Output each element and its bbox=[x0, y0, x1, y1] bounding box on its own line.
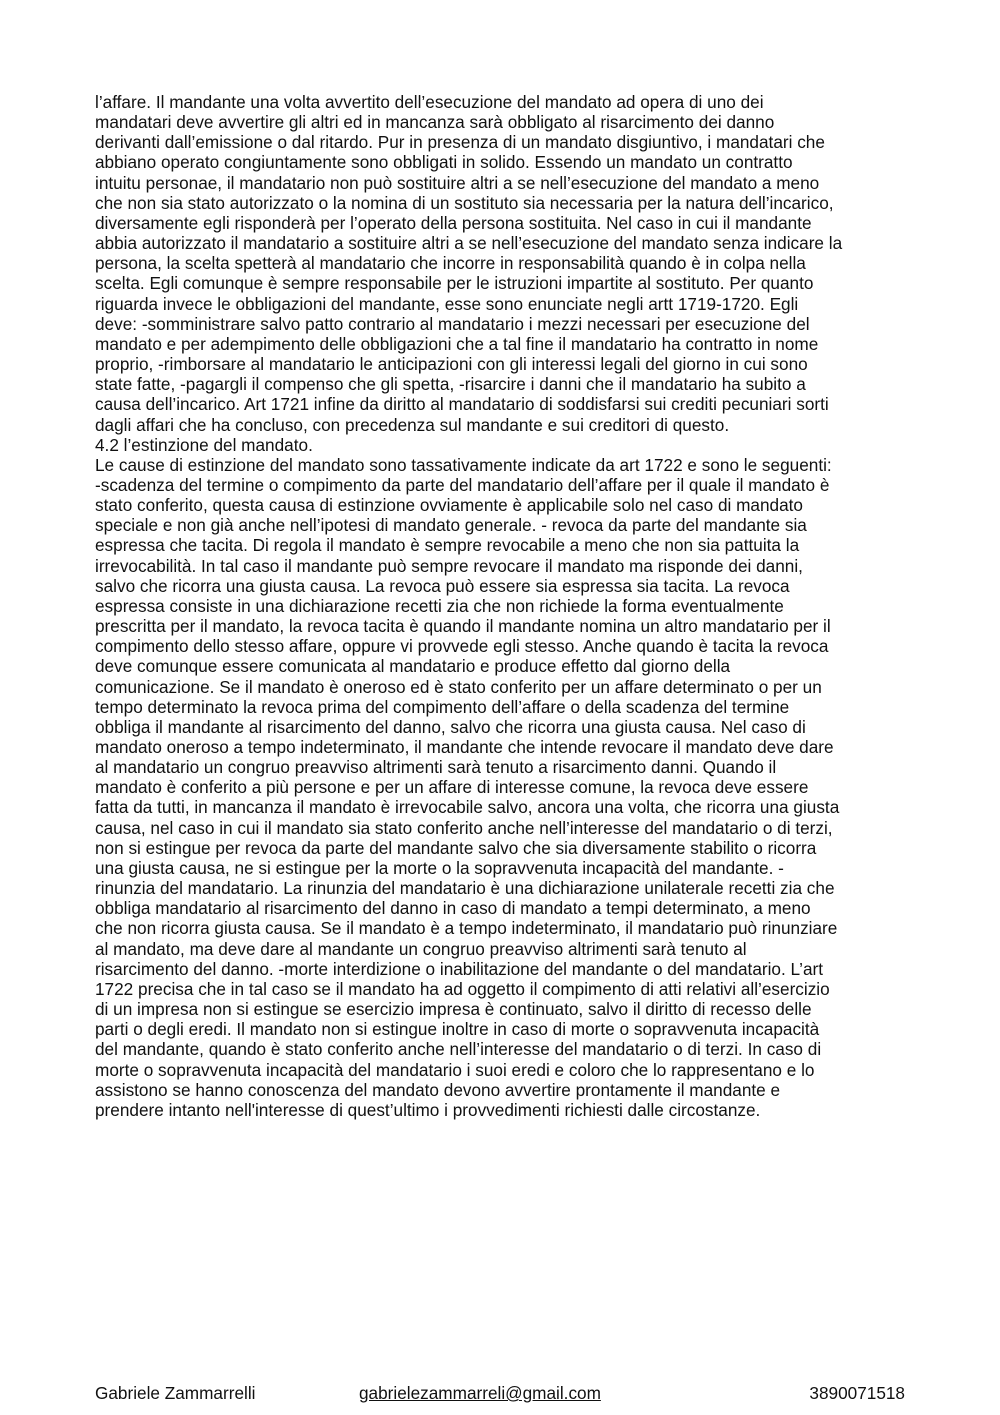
author-phone: 3890071518 bbox=[809, 1383, 905, 1403]
text-line: obbliga il mandante al risarcimento del danno, salvo che ricorra una giusta causa. Nel caso di bbox=[95, 716, 806, 737]
author-name: Gabriele Zammarrelli bbox=[95, 1383, 256, 1403]
document-body bbox=[95, 92, 910, 1120]
text-line: mandato è conferito a più persone e per un affare di interesse comune, la revoca deve essere bbox=[95, 777, 809, 798]
text-line: non si estingue per revoca da parte del mandante salvo che sia diversamente stabilito o ricorra bbox=[95, 837, 817, 858]
text-line: abbia autorizzato il mandatario a sostituire altri a se nell’esecuzione del mandato senza indicare la bbox=[95, 233, 843, 254]
text-line: espressa che tacita. Di regola il mandato è sempre revocabile a meno che non sia pattuita la bbox=[95, 535, 800, 556]
text-line: deve: -somministrare salvo patto contrario al mandatario i mezzi necessari per esecuzione del bbox=[95, 313, 810, 334]
text-line: derivanti dall’emissione o dal ritardo. Pur in presenza di un mandato disgiuntivo, i mandatari che bbox=[95, 132, 825, 153]
text-line: che non sia stato autorizzato o la nomina di un sostituto sia necessaria per la natura dell’incarico, bbox=[95, 192, 834, 213]
text-line: al mandato, ma deve dare al mandante un congruo preavviso altrimenti sarà tenuto al bbox=[95, 938, 747, 959]
text-line: risarcimento del danno. -morte interdizione o inabilitazione del mandante o del mandatario. L’art bbox=[95, 958, 824, 979]
text-line: proprio, -rimborsare al mandatario le anticipazioni con gli interessi legali del giorno in cui sono bbox=[95, 354, 808, 375]
text-line: del mandante, quando è stato conferito anche nell’interesse del mandatario o di terzi. In caso di bbox=[95, 1039, 822, 1060]
text-line: tempo determinato la revoca prima del compimento dell’affare o della scadenza del termine bbox=[95, 696, 790, 717]
text-line: rinunzia del mandatario. La rinunzia del mandatario è una dichiarazione unilaterale recetti zia che bbox=[95, 878, 835, 899]
text-line: -scadenza del termine o compimento da parte del mandatario dell’affare per il quale il mandato è bbox=[95, 474, 830, 495]
text-line: di un impresa non si estingue se esercizio impresa è continuato, salvo il diritto di recesso delle bbox=[95, 999, 812, 1020]
text-line: stato conferito, questa causa di estinzione ovviamente è applicabile solo nel caso di mandato bbox=[95, 495, 803, 516]
author-email-link[interactable]: gabrielezammarreli@gmail.com bbox=[359, 1383, 601, 1403]
text-line: al mandatario un congruo preavviso altrimenti sarà tenuto a risarcimento danni. Quando il bbox=[95, 757, 777, 778]
text-line: speciale e non già anche nell’ipotesi di mandato generale. - revoca da parte del mandante sia bbox=[95, 515, 807, 536]
text-line: espressa consiste in una dichiarazione recetti zia che non richiede la forma eventualmente bbox=[95, 595, 784, 616]
text-line: mandato e per adempimento delle obbligazioni che a tal fine il mandatario ha contratto in nome bbox=[95, 333, 819, 354]
text-line: prescritta per il mandato, la revoca tacita è quando il mandante nomina un altro mandatario per il bbox=[95, 616, 831, 637]
text-line: prendere intanto nell'interesse di quest’ultimo i provvedimenti richiesti dalle circostanze. bbox=[95, 1099, 761, 1120]
text-line: assistono se hanno conoscenza del mandato devono avvertire prontamente il mandante e bbox=[95, 1079, 781, 1100]
text-line: l’affare. Il mandante una volta avvertito dell’esecuzione del mandato ad opera di uno dei bbox=[95, 92, 764, 112]
text-line: una giusta causa, ne si estingue per la morte o la sopravvenuta incapacità del mandante. - bbox=[95, 857, 784, 878]
text-line: compimento dello stesso affare, oppure vi provvede egli stesso. Anche quando è tacita la revoca bbox=[95, 636, 829, 657]
text-line: mandatari deve avvertire gli altri ed in mancanza sarà obbligato al risarcimento dei danno bbox=[95, 112, 775, 133]
text-line: fatta da tutti, in mancanza il mandato è irrevocabile salvo, ancora una volta, che ricorra una giusta bbox=[95, 797, 840, 818]
text-line: intuitu personae, il mandatario non può sostituire altri a se nell’esecuzione del mandato a meno bbox=[95, 172, 820, 193]
text-line: scelta. Egli comunque è sempre responsabile per le istruzioni impartite al sostituto. Per quanto bbox=[95, 273, 814, 294]
text-line: abbiano operato congiuntamente sono obbligati in solido. Essendo un mandato un contratto bbox=[95, 152, 793, 173]
section-heading: 4.2 l’estinzione del mandato. bbox=[95, 434, 313, 455]
text-line: diversamente egli risponderà per l’operato della persona sostituita. Nel caso in cui il mandante bbox=[95, 212, 812, 233]
text-line: che non ricorra giusta causa. Se il mandato è a tempo indeterminato, il mandatario può rinunziare bbox=[95, 918, 838, 939]
text-line: irrevocabilità. In tal caso il mandante può sempre revocare il mandato ma risponde dei danni, bbox=[95, 555, 803, 576]
text-line: dagli affari che ha concluso, con precedenza sul mandante e sui creditori di questo. bbox=[95, 414, 730, 435]
text-line: persona, la scelta spetterà al mandatario che incorre in responsabilità quando è in colpa nella bbox=[95, 253, 806, 274]
text-line: riguarda invece le obbligazioni del mandante, esse sono enunciate negli artt 1719-1720. Egli bbox=[95, 293, 799, 314]
text-line: salvo che ricorra una giusta causa. La revoca può essere sia espressa sia tacita. La revoca bbox=[95, 575, 790, 596]
text-line: 1722 precisa che in tal caso se il mandato ha ad oggetto il compimento di atti relativi all’esercizio bbox=[95, 978, 830, 999]
text-line: causa, nel caso in cui il mandato sia stato conferito anche nell’interesse del mandatario o di terzi, bbox=[95, 817, 833, 838]
text-line: state fatte, -pagargli il compenso che gli spetta, -risarcire i danni che il mandatario ha subito a bbox=[95, 374, 806, 395]
text-line: parti o degli eredi. Il mandato non si estingue inoltre in caso di morte o sopravvenuta incapacità bbox=[95, 1019, 820, 1040]
text-line: mandato oneroso a tempo indeterminato, il mandante che intende revocare il mandato deve dare bbox=[95, 737, 834, 757]
text-line: Le cause di estinzione del mandato sono tassativamente indicate da art 1722 e sono le seguenti: bbox=[95, 454, 832, 475]
text-line: morte o sopravvenuta incapacità del mandatario i suoi eredi e coloro che lo rappresentano e lo bbox=[95, 1059, 815, 1080]
text-line: causa dell’incarico. Art 1721 infine da diritto al mandatario di soddisfarsi sui crediti pecuniari sorti bbox=[95, 394, 829, 415]
page-footer bbox=[95, 1381, 905, 1405]
text-line: deve comunque essere comunicata al mandatario e produce effetto dal giorno della bbox=[95, 656, 731, 677]
text-line: obbliga mandatario al risarcimento del danno in caso di mandato a tempi determinato, a meno bbox=[95, 898, 811, 919]
text-line: comunicazione. Se il mandato è oneroso ed è stato conferito per un affare determinato o per un bbox=[95, 676, 822, 697]
